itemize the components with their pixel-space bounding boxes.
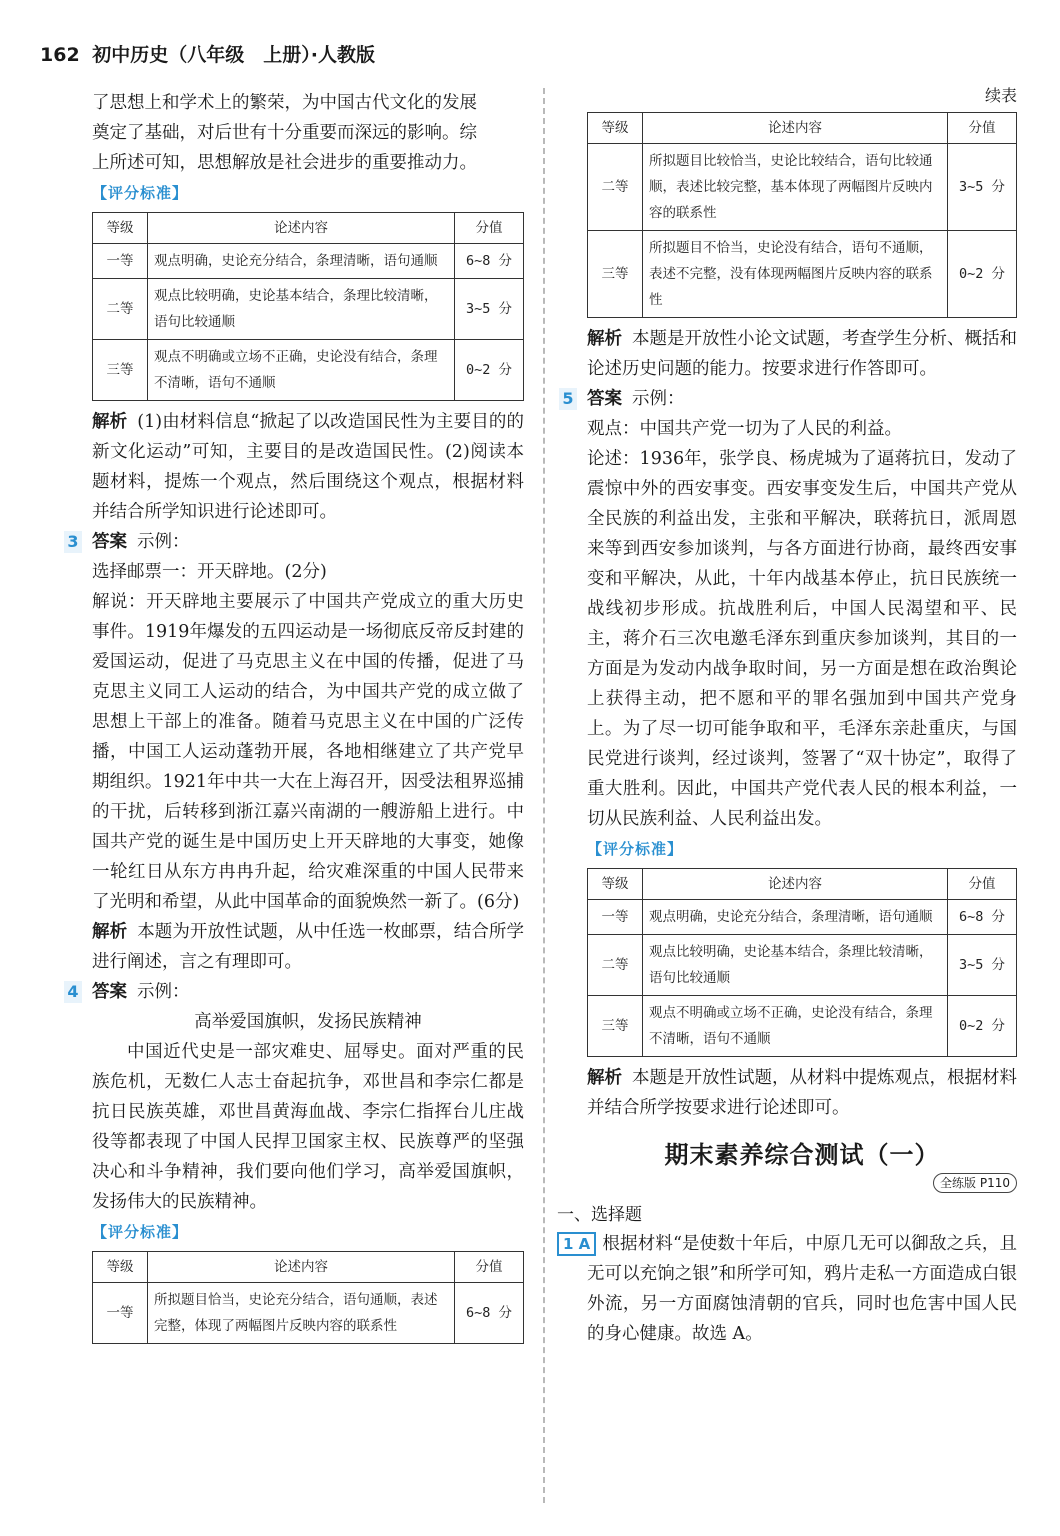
table-row	[93, 279, 524, 340]
analysis-label: 解析	[587, 329, 622, 349]
answer-head: 示例：	[137, 532, 190, 552]
essay-body: 中国近代史是一部灾难史、屈辱史。面对严重的民族危机，无数仁人志士奋起抗争，邓世昌和李宗仁都是抗日民族英雄，邓世昌黄海血战、李宗仁指挥台儿庄战役等都表现了中国人民捍卫国家主权、民族尊严的坚强决心和斗争精神，我们要向他们学习，高举爱国旗帜，发扬伟大的民族精神。	[92, 1042, 524, 1212]
answer-line: 选择邮票一：开天辟地。(2分)	[92, 562, 327, 582]
level-cell: 二等	[588, 144, 643, 231]
section-ref	[587, 1172, 1017, 1193]
table-row	[93, 340, 524, 401]
analysis-label: 解析	[92, 412, 128, 432]
analysis-paragraph	[587, 1063, 1017, 1123]
analysis-paragraph	[92, 917, 524, 977]
rubric-tag: 【评分标准】	[587, 840, 684, 858]
level-cell: 一等	[93, 244, 148, 279]
score-cell: 6~8 分	[455, 1283, 524, 1344]
rubric-table-continued	[587, 112, 1017, 318]
argument: 论述：1936年，张学良、杨虎城为了逼蒋抗日，发动了震惊中外的西安事变。西安事变发生后，中国共产党从全民族的利益出发，主张和平解决，联蒋抗日，派周恩来等到西安参加谈判，与各方面进行协商，最终西安事变和平解决，从此，十年内战基本停止，抗日民族统一战线初步形成。抗战胜利后，中国人民渴望和平、民主，蒋介石三次电邀毛泽东到重庆参加谈判，其目的一方面是为发动内战争取时间，另一方面是想在政治舆论上获得主动，把不愿和平的罪名强加到中国共产党身上。为了尽一切可能争取和平，毛泽东亲赴重庆，与国民党进行谈判，经过谈判，签署了“双十协定”，取得了重大胜利。因此，中国共产党代表人民的根本利益，一切从民族利益、人民利益出发。	[587, 449, 1017, 829]
level-cell: 一等	[588, 900, 643, 935]
answer-body: 解说：开天辟地主要展示了中国共产党成立的重大历史事件。1919年爆发的五四运动是一场彻底反帝反封建的爱国运动，促进了马克思主义在中国的传播，促进了马克思主义同工人运动的结合，为中国共产党的成立做了思想上干部上的准备。随着马克思主义在中国的广泛传播，中国工人运动蓬勃开展，各地相继建立了共产党早期组织。1921年中共一大在上海召开，因受法租界巡捕的干扰，后转移到浙江嘉兴南湖的一艘游船上进行。中国共产党的诞生是中国历史上开天辟地的大事变，她像一轮红日从东方冉冉升起，给灾难深重的中国人民带来了光明和希望，从此中国革命的面貌焕然一新了。(6分)	[92, 592, 524, 912]
table-row	[588, 900, 1017, 935]
table-header: 分值	[455, 213, 524, 244]
rubric-tag: 【评分标准】	[92, 184, 189, 202]
analysis-text: 本题是开放性试题，从材料中提炼观点，根据材料并结合所学按要求进行论述即可。	[587, 1068, 1017, 1118]
level-cell: 三等	[588, 231, 643, 318]
rubric-table-4	[92, 1251, 524, 1344]
score-cell: 3~5 分	[948, 935, 1017, 996]
rubric-table-5	[587, 868, 1017, 1057]
table-row	[588, 996, 1017, 1057]
content-cell: 所拟题目比较恰当，史论比较结合，语句比较通顺，表述比较完整，基本体现了两幅图片反映内容的联系性	[643, 144, 948, 231]
table-row	[588, 144, 1017, 231]
question-1	[563, 1229, 1017, 1349]
column-divider	[543, 88, 545, 1503]
answer-label: 答案	[92, 982, 127, 1002]
continued-label: 续表	[984, 86, 1017, 105]
answer-head: 示例：	[632, 389, 685, 409]
table-row	[93, 1283, 524, 1344]
table-header: 等级	[93, 213, 148, 244]
content-cell: 观点不明确或立场不正确，史论没有结合，条理不清晰，语句不通顺	[643, 996, 948, 1057]
ref-badge: 全练版 P110	[933, 1173, 1017, 1193]
section-title: 期末素养综合测试（一）	[664, 1141, 940, 1169]
score-cell: 3~5 分	[455, 279, 524, 340]
content-cell: 观点比较明确，史论基本结合，条理比较清晰，语句比较通顺	[148, 279, 455, 340]
table-row	[588, 231, 1017, 318]
rubric-table-1	[92, 212, 524, 401]
answer-head: 示例：	[137, 982, 190, 1002]
essay-title: 高举爱国旗帜，发扬民族精神	[194, 1012, 422, 1032]
analysis-text: 本题为开放性试题，从中任选一枚邮票，结合所学进行阐述，言之有理即可。	[92, 922, 525, 972]
question-number: 3	[64, 531, 82, 553]
table-header: 等级	[588, 113, 643, 144]
level-cell: 三等	[588, 996, 643, 1057]
analysis-paragraph	[587, 324, 1017, 384]
analysis-text: 本题是开放性小论文试题，考查学生分析、概括和论述历史问题的能力。按要求进行作答即可。	[587, 329, 1017, 379]
table-header: 论述内容	[643, 869, 948, 900]
answer-box: 1 A	[557, 1232, 596, 1256]
content-cell: 所拟题目不恰当，史论没有结合，语句不通顺，表述不完整，没有体现两幅图片反映内容的联系性	[643, 231, 948, 318]
answer-label: 答案	[92, 532, 127, 552]
intro-line: 上所述可知，思想解放是社会进步的重要推动力。	[92, 153, 477, 173]
question-number: 4	[64, 981, 82, 1003]
section-heading: 一、选择题	[557, 1205, 642, 1225]
level-cell: 二等	[588, 935, 643, 996]
content-cell: 观点不明确或立场不正确，史论没有结合，条理不清晰，语句不通顺	[148, 340, 455, 401]
answer-label: 答案	[587, 389, 622, 409]
page-number: 162	[40, 44, 80, 66]
table-row	[93, 244, 524, 279]
content-cell: 所拟题目恰当，史论充分结合，语句通顺，表述完整，体现了两幅图片反映内容的联系性	[148, 1283, 455, 1344]
content-cell: 观点明确，史论充分结合，条理清晰，语句通顺	[643, 900, 948, 935]
question-3	[67, 527, 524, 557]
rubric-tag: 【评分标准】	[92, 1223, 189, 1241]
score-cell: 6~8 分	[455, 244, 524, 279]
level-cell: 二等	[93, 279, 148, 340]
table-header: 论述内容	[148, 1252, 455, 1283]
score-cell: 0~2 分	[948, 231, 1017, 318]
viewpoint: 观点：中国共产党一切为了人民的利益。	[587, 419, 902, 439]
table-header: 分值	[948, 113, 1017, 144]
content-cell: 观点明确，史论充分结合，条理清晰，语句通顺	[148, 244, 455, 279]
analysis-label: 解析	[587, 1068, 622, 1088]
score-cell: 0~2 分	[455, 340, 524, 401]
table-row	[588, 935, 1017, 996]
score-cell: 6~8 分	[948, 900, 1017, 935]
table-header: 论述内容	[643, 113, 948, 144]
question-1-text: 根据材料“是使数十年后，中原几无可以御敌之兵，且无可以充饷之银”和所学可知，鸦片走私一方面造成白银外流，另一方面腐蚀清朝的官兵，同时也危害中国人民的身心健康。故选 A。	[587, 1234, 1017, 1344]
analysis-paragraph	[92, 407, 524, 527]
table-header: 等级	[588, 869, 643, 900]
right-column	[557, 84, 1017, 1349]
level-cell: 一等	[93, 1283, 148, 1344]
content-cell: 观点比较明确，史论基本结合，条理比较清晰，语句比较通顺	[643, 935, 948, 996]
table-header: 分值	[455, 1252, 524, 1283]
book-title: 初中历史（八年级 上册）·人教版	[92, 44, 376, 66]
analysis-text: (1)由材料信息“掀起了以改造国民性为主要目的的新文化运动”可知，主要目的是改造国民性。(2)阅读本题材料，提炼一个观点，然后围绕这个观点，根据材料并结合所学知识进行论述即可。	[92, 412, 525, 522]
intro-line: 奠定了基础，对后世有十分重要而深远的影响。综	[92, 123, 477, 143]
score-cell: 0~2 分	[948, 996, 1017, 1057]
analysis-label: 解析	[92, 922, 128, 942]
question-4	[67, 977, 524, 1007]
left-column	[67, 88, 525, 1350]
table-header: 论述内容	[148, 213, 455, 244]
table-header: 等级	[93, 1252, 148, 1283]
level-cell: 三等	[93, 340, 148, 401]
question-5	[562, 384, 1017, 414]
question-number: 5	[559, 388, 577, 410]
intro-line: 了思想上和学术上的繁荣，为中国古代文化的发展	[92, 93, 477, 113]
table-header: 分值	[948, 869, 1017, 900]
page-header	[40, 40, 375, 67]
score-cell: 3~5 分	[948, 144, 1017, 231]
